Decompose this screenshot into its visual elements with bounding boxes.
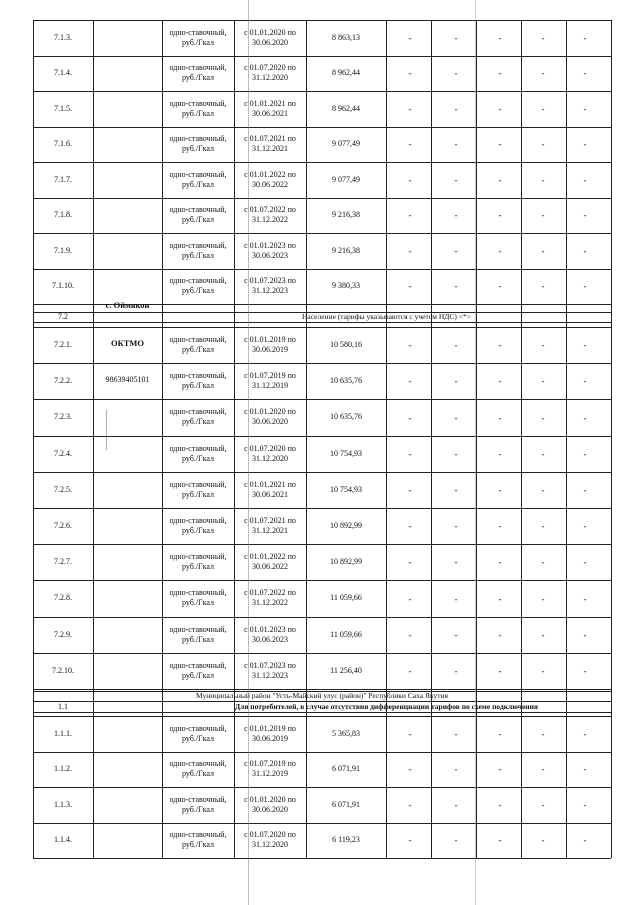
- tariff-value: 9 216,38: [332, 210, 360, 220]
- empty-cell-mark: -: [541, 557, 545, 568]
- tariff-period: с 01.07.2020 по 31.12.2020: [244, 443, 296, 463]
- empty-cell-mark: -: [454, 340, 458, 351]
- tariff-type: одно-ставочный, руб./Гкал: [169, 134, 227, 154]
- tariff-period: с 01.01.2020 по 30.06.2020: [244, 27, 296, 47]
- empty-cell-mark: -: [454, 210, 458, 221]
- empty-cell-mark: -: [498, 412, 502, 423]
- column-border: [234, 20, 235, 858]
- empty-cell-mark: -: [583, 593, 587, 604]
- empty-cell-mark: -: [408, 728, 412, 739]
- column-border: [521, 20, 522, 858]
- tariff-period: с 01.01.2020 по 30.06.2020: [244, 407, 296, 427]
- empty-cell-mark: -: [408, 68, 412, 79]
- empty-cell-mark: -: [454, 32, 458, 43]
- empty-cell-mark: -: [583, 557, 587, 568]
- row-border: [33, 858, 611, 859]
- empty-cell-mark: -: [408, 557, 412, 568]
- empty-cell-mark: -: [498, 835, 502, 846]
- empty-cell-mark: -: [454, 665, 458, 676]
- empty-cell-mark: -: [498, 629, 502, 640]
- empty-cell-mark: -: [583, 103, 587, 114]
- empty-cell-mark: -: [583, 412, 587, 423]
- empty-cell-mark: -: [583, 174, 587, 185]
- column-border: [566, 20, 567, 858]
- tariff-type: одно-ставочный, руб./Гкал: [169, 830, 227, 850]
- empty-cell-mark: -: [541, 139, 545, 150]
- row-number: 7.2.4.: [54, 448, 72, 458]
- empty-cell-mark: -: [541, 174, 545, 185]
- empty-cell-mark: -: [408, 764, 412, 775]
- tariff-value: 8 962,44: [332, 68, 360, 78]
- row-number: 7.1.9.: [54, 245, 72, 255]
- tariff-type: одно-ставочный, руб./Гкал: [169, 479, 227, 499]
- empty-cell-mark: -: [583, 32, 587, 43]
- row-border: [33, 689, 611, 690]
- empty-cell-mark: -: [454, 103, 458, 114]
- tariff-period: с 01.07.2022 по 31.12.2022: [244, 205, 296, 225]
- tariff-period: с 01.07.2019 по 31.12.2019: [244, 759, 296, 779]
- empty-cell-mark: -: [408, 593, 412, 604]
- empty-cell-mark: -: [541, 412, 545, 423]
- tariff-period: с 01.01.2020 по 30.06.2020: [244, 794, 296, 814]
- tariff-period: с 01.01.2022 по 30.06.2022: [244, 169, 296, 189]
- empty-cell-mark: -: [498, 448, 502, 459]
- empty-cell-mark: -: [408, 174, 412, 185]
- empty-cell-mark: -: [498, 340, 502, 351]
- empty-cell-mark: -: [454, 593, 458, 604]
- empty-cell-mark: -: [583, 448, 587, 459]
- empty-cell-mark: -: [498, 484, 502, 495]
- tariff-value: 8 962,44: [332, 103, 360, 113]
- empty-cell-mark: -: [583, 210, 587, 221]
- tariff-period: с 01.01.2021 по 30.06.2021: [244, 98, 296, 118]
- empty-cell-mark: -: [454, 448, 458, 459]
- empty-cell-mark: -: [583, 799, 587, 810]
- row-number: 7.1.4.: [54, 68, 72, 78]
- empty-cell-mark: -: [498, 593, 502, 604]
- column-border: [33, 20, 34, 858]
- tariff-value: 10 754,93: [330, 448, 362, 458]
- empty-cell-mark: -: [498, 376, 502, 387]
- tariff-value: 6 119,23: [332, 835, 360, 845]
- empty-cell-mark: -: [498, 521, 502, 532]
- empty-cell-mark: -: [498, 245, 502, 256]
- tariff-value: 9 077,49: [332, 174, 360, 184]
- tariff-value: 5 365,83: [332, 728, 360, 738]
- row-number: 7.2.9.: [54, 629, 72, 639]
- section-number: 1.1: [58, 701, 68, 711]
- empty-cell-mark: -: [541, 593, 545, 604]
- empty-cell-mark: -: [454, 281, 458, 292]
- tariff-type: одно-ставочный, руб./Гкал: [169, 371, 227, 391]
- row-number: 7.1.10.: [52, 281, 74, 291]
- section-number: 7.2: [58, 312, 68, 321]
- empty-cell-mark: -: [541, 835, 545, 846]
- empty-cell-mark: -: [454, 245, 458, 256]
- empty-cell-mark: -: [541, 728, 545, 739]
- empty-cell-mark: -: [408, 376, 412, 387]
- row-number: 1.1.3.: [54, 799, 72, 809]
- tariff-type: одно-ставочный, руб./Гкал: [169, 443, 227, 463]
- empty-cell-mark: -: [541, 281, 545, 292]
- tariff-period: с 01.07.2023 по 31.12.2023: [244, 276, 296, 296]
- empty-cell-mark: -: [408, 484, 412, 495]
- empty-cell-mark: -: [408, 281, 412, 292]
- tariff-type: одно-ставочный, руб./Гкал: [169, 723, 227, 743]
- empty-cell-mark: -: [583, 629, 587, 640]
- row-number: 7.2.1.: [54, 340, 72, 350]
- tariff-value: 8 863,13: [332, 32, 360, 42]
- row-border: [33, 712, 611, 713]
- tariff-type: одно-ставочный, руб./Гкал: [169, 98, 227, 118]
- tariff-type: одно-ставочный, руб./Гкал: [169, 276, 227, 296]
- empty-cell-mark: -: [408, 32, 412, 43]
- tariff-type: одно-ставочный, руб./Гкал: [169, 240, 227, 260]
- empty-cell-mark: -: [583, 68, 587, 79]
- empty-cell-mark: -: [408, 835, 412, 846]
- column-border: [93, 20, 94, 858]
- empty-cell-mark: -: [454, 139, 458, 150]
- empty-cell-mark: -: [408, 412, 412, 423]
- empty-cell-mark: -: [541, 665, 545, 676]
- tariff-period: с 01.01.2023 по 30.06.2023: [244, 240, 296, 260]
- tariff-period: с 01.07.2022 по 31.12.2022: [244, 588, 296, 608]
- column-border: [431, 20, 432, 858]
- empty-cell-mark: -: [583, 764, 587, 775]
- empty-cell-mark: -: [541, 32, 545, 43]
- empty-cell-mark: -: [541, 448, 545, 459]
- empty-cell-mark: -: [583, 245, 587, 256]
- empty-cell-mark: -: [454, 68, 458, 79]
- tariff-value: 11 256,40: [330, 665, 362, 675]
- empty-cell-mark: -: [541, 68, 545, 79]
- empty-cell-mark: -: [498, 281, 502, 292]
- empty-cell-mark: -: [454, 484, 458, 495]
- row-number: 7.1.5.: [54, 103, 72, 113]
- section-title: Для потребителей, в случае отсутствия дифференциации тарифов по схеме подключения: [235, 701, 538, 711]
- tariff-period: с 01.07.2019 по 31.12.2019: [244, 371, 296, 391]
- tariff-value: 10 635,76: [330, 376, 362, 386]
- row-number: 7.1.7.: [54, 174, 72, 184]
- empty-cell-mark: -: [583, 835, 587, 846]
- tariff-value: 6 071,91: [332, 764, 360, 774]
- row-number: 1.1.1.: [54, 728, 72, 738]
- tariff-period: с 01.07.2023 по 31.12.2023: [244, 660, 296, 680]
- row-number: 7.1.8.: [54, 210, 72, 220]
- empty-cell-mark: -: [454, 557, 458, 568]
- municipal-district-header: Муниципальный район "Усть-Майский улус (район)" Республики Саха Якутия: [195, 691, 449, 700]
- empty-cell-mark: -: [408, 521, 412, 532]
- tariff-type: одно-ставочный, руб./Гкал: [169, 27, 227, 47]
- tariff-period: с 01.07.2021 по 31.12.2021: [244, 516, 296, 536]
- row-number: 7.2.3.: [54, 412, 72, 422]
- empty-cell-mark: -: [583, 139, 587, 150]
- section-title: Население (тарифы указываются с учетом НДС) <*>: [301, 312, 472, 321]
- empty-cell-mark: -: [408, 799, 412, 810]
- empty-cell-mark: -: [498, 103, 502, 114]
- oktmo-code: 98639405101: [105, 375, 150, 384]
- tariff-value: 10 892,99: [330, 557, 362, 567]
- column-border: [386, 20, 387, 858]
- empty-cell-mark: -: [583, 484, 587, 495]
- scan-crease-line: [475, 0, 476, 905]
- empty-cell-mark: -: [541, 210, 545, 221]
- scan-margin-mark: [106, 410, 107, 450]
- locality-name: с. Оймякон: [105, 300, 150, 310]
- tariff-type: одно-ставочный, руб./Гкал: [169, 63, 227, 83]
- tariff-period: с 01.01.2019 по 30.06.2019: [244, 335, 296, 355]
- empty-cell-mark: -: [408, 245, 412, 256]
- empty-cell-mark: -: [454, 376, 458, 387]
- tariff-value: 9 077,49: [332, 139, 360, 149]
- empty-cell-mark: -: [583, 281, 587, 292]
- empty-cell-mark: -: [541, 103, 545, 114]
- tariff-period: с 01.01.2021 по 30.06.2021: [244, 479, 296, 499]
- empty-cell-mark: -: [454, 521, 458, 532]
- row-number: 7.1.3.: [54, 32, 72, 42]
- empty-cell-mark: -: [541, 629, 545, 640]
- tariff-value: 11 059,66: [330, 629, 362, 639]
- empty-cell-mark: -: [583, 665, 587, 676]
- row-number: 7.2.6.: [54, 521, 72, 531]
- tariff-period: с 01.07.2021 по 31.12.2021: [244, 134, 296, 154]
- empty-cell-mark: -: [408, 448, 412, 459]
- tariff-value: 10 580,16: [330, 340, 362, 350]
- row-number: 7.2.5.: [54, 484, 72, 494]
- empty-cell-mark: -: [541, 484, 545, 495]
- tariff-type: одно-ставочный, руб./Гкал: [169, 407, 227, 427]
- empty-cell-mark: -: [583, 340, 587, 351]
- empty-cell-mark: -: [583, 376, 587, 387]
- empty-cell-mark: -: [454, 835, 458, 846]
- tariff-period: с 01.01.2023 по 30.06.2023: [244, 624, 296, 644]
- empty-cell-mark: -: [498, 210, 502, 221]
- empty-cell-mark: -: [498, 728, 502, 739]
- row-number: 7.2.2.: [54, 376, 72, 386]
- empty-cell-mark: -: [408, 210, 412, 221]
- empty-cell-mark: -: [541, 521, 545, 532]
- tariff-type: одно-ставочный, руб./Гкал: [169, 205, 227, 225]
- empty-cell-mark: -: [498, 764, 502, 775]
- tariff-type: одно-ставочный, руб./Гкал: [169, 588, 227, 608]
- column-border: [476, 20, 477, 858]
- tariff-value: 10 892,99: [330, 521, 362, 531]
- tariff-value: 6 071,91: [332, 799, 360, 809]
- empty-cell-mark: -: [454, 799, 458, 810]
- row-number: 1.1.2.: [54, 764, 72, 774]
- empty-cell-mark: -: [541, 340, 545, 351]
- tariff-type: одно-ставочный, руб./Гкал: [169, 516, 227, 536]
- row-number: 1.1.4.: [54, 835, 72, 845]
- empty-cell-mark: -: [454, 764, 458, 775]
- empty-cell-mark: -: [454, 728, 458, 739]
- row-number: 7.2.10.: [52, 665, 74, 675]
- tariff-period: с 01.01.2022 по 30.06.2022: [244, 552, 296, 572]
- tariff-type: одно-ставочный, руб./Гкал: [169, 794, 227, 814]
- row-number: 7.2.8.: [54, 593, 72, 603]
- empty-cell-mark: -: [498, 174, 502, 185]
- empty-cell-mark: -: [498, 799, 502, 810]
- empty-cell-mark: -: [408, 340, 412, 351]
- empty-cell-mark: -: [498, 68, 502, 79]
- empty-cell-mark: -: [408, 103, 412, 114]
- empty-cell-mark: -: [541, 764, 545, 775]
- empty-cell-mark: -: [498, 139, 502, 150]
- tariff-type: одно-ставочный, руб./Гкал: [169, 660, 227, 680]
- empty-cell-mark: -: [408, 629, 412, 640]
- column-border: [162, 20, 163, 858]
- empty-cell-mark: -: [541, 245, 545, 256]
- empty-cell-mark: -: [454, 174, 458, 185]
- scan-crease-line: [248, 0, 249, 905]
- tariff-value: 10 635,76: [330, 412, 362, 422]
- empty-cell-mark: -: [541, 799, 545, 810]
- row-border: [33, 322, 611, 323]
- empty-cell-mark: -: [454, 629, 458, 640]
- tariff-period: с 01.07.2020 по 31.12.2020: [244, 830, 296, 850]
- empty-cell-mark: -: [454, 412, 458, 423]
- empty-cell-mark: -: [498, 32, 502, 43]
- tariff-period: с 01.07.2020 по 31.12.2020: [244, 63, 296, 83]
- tariff-value: 10 754,93: [330, 484, 362, 494]
- tariff-value: 11 059,66: [330, 593, 362, 603]
- empty-cell-mark: -: [498, 557, 502, 568]
- empty-cell-mark: -: [583, 521, 587, 532]
- empty-cell-mark: -: [408, 665, 412, 676]
- column-border: [611, 20, 612, 858]
- column-border: [306, 20, 307, 858]
- tariff-type: одно-ставочный, руб./Гкал: [169, 335, 227, 355]
- empty-cell-mark: -: [583, 728, 587, 739]
- tariff-value: 9 216,38: [332, 245, 360, 255]
- tariff-period: с 01.01.2019 по 30.06.2019: [244, 723, 296, 743]
- tariff-value: 9 380,33: [332, 281, 360, 291]
- tariff-type: одно-ставочный, руб./Гкал: [169, 169, 227, 189]
- empty-cell-mark: -: [408, 139, 412, 150]
- tariff-type: одно-ставочный, руб./Гкал: [169, 624, 227, 644]
- empty-cell-mark: -: [498, 665, 502, 676]
- tariff-type: одно-ставочный, руб./Гкал: [169, 759, 227, 779]
- empty-cell-mark: -: [541, 376, 545, 387]
- tariff-type: одно-ставочный, руб./Гкал: [169, 552, 227, 572]
- oktmo-label: ОКТМО: [111, 338, 144, 348]
- row-number: 7.1.6.: [54, 139, 72, 149]
- row-number: 7.2.7.: [54, 557, 72, 567]
